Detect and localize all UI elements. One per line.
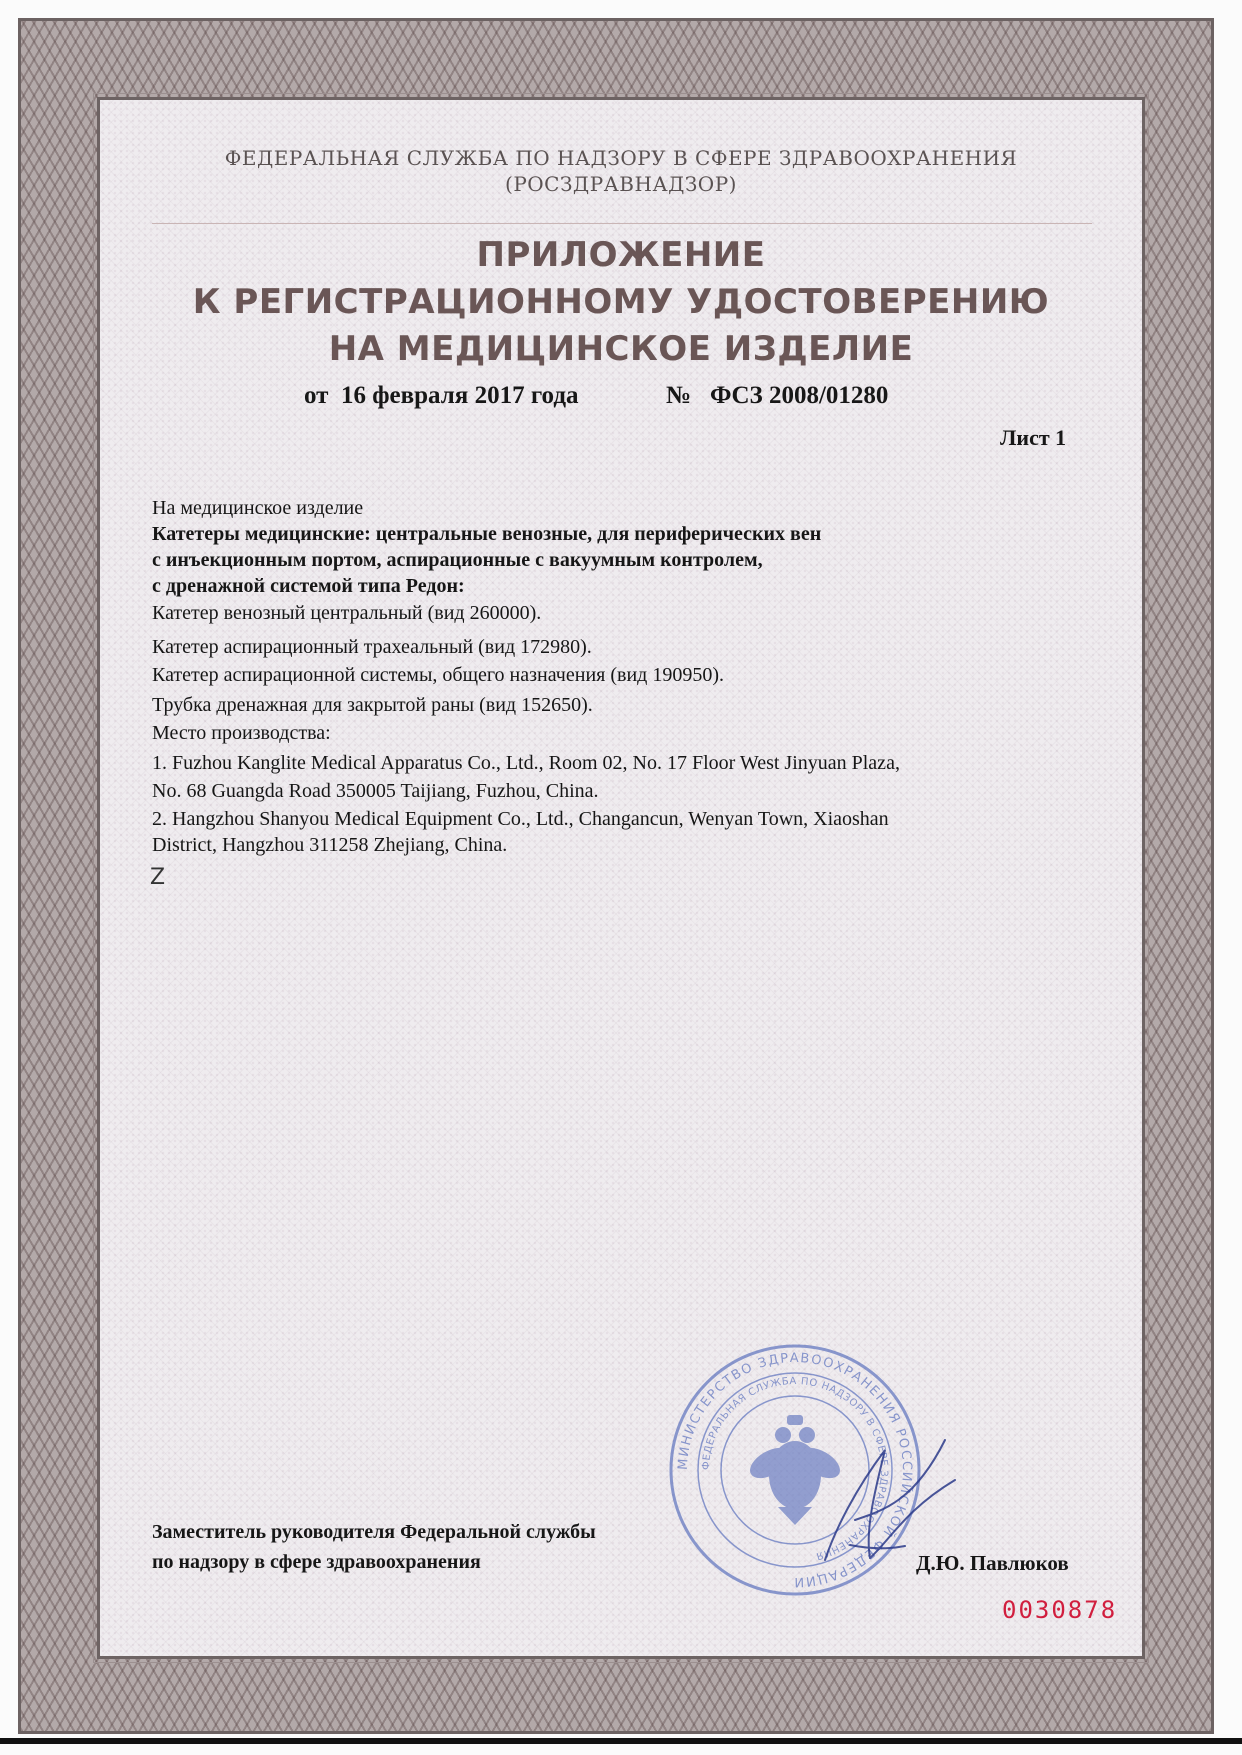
title-line-1: ПРИЛОЖЕНИЕ (476, 235, 766, 275)
serial-number: 0030878 (1002, 1596, 1118, 1624)
product-line: Катетеры медицинские: центральные венозные, для периферических вен (152, 523, 822, 545)
signer-position-line-2: по надзору в сфере здравоохранения (152, 1551, 481, 1573)
product-line: с дренажной системой типа Редон: (152, 575, 465, 597)
production-line: District, Hangzhou 311258 Zhejiang, China. (152, 834, 508, 856)
agency-abbreviation: (РОСЗДРАВНАДЗОР) (505, 172, 737, 196)
stamp-ring-text: МИНИСТЕРСТВО ЗДРАВООХРАНЕНИЯ РОССИЙСКОЙ ФЕДЕРАЦИИ (675, 1350, 915, 1590)
stamp-inner-text: ФЕДЕРАЛЬНАЯ СЛУЖБА ПО НАДЗОРУ В СФЕРЕ ЗДРАВООХРАНЕНИЯ (700, 1375, 890, 1562)
product-line: с инъекционным портом, аспирационные с вакуумным контролем, (152, 549, 763, 571)
product-item: Трубка дренажная для закрытой раны (вид 152650). (152, 694, 593, 716)
sheet-number: Лист 1 (1000, 425, 1067, 450)
product-item: Катетер аспирационный трахеальный (вид 172980). (152, 636, 592, 658)
production-line: No. 68 Guangda Road 350005 Taijiang, Fuzhou, China. (152, 780, 599, 802)
header-divider (152, 223, 1092, 224)
registration-number: ФСЗ 2008/01280 (710, 382, 889, 409)
title-line-2: К РЕГИСТРАЦИОННОМУ УДОСТОВЕРЕНИЮ (192, 282, 1050, 322)
production-label: Место производства: (152, 722, 331, 744)
pen-mark: Z (150, 865, 166, 890)
signer-name: Д.Ю. Павлюков (916, 1551, 1069, 1575)
product-item: Катетер аспирационной системы, общего назначения (вид 190950). (152, 664, 724, 686)
registration-date: 16 февраля 2017 года (341, 382, 579, 409)
production-line: 2. Hangzhou Shanyou Medical Equipment Co., Ltd., Changancun, Wenyan Town, Xiaoshan (152, 808, 889, 830)
number-sign: № (666, 382, 692, 409)
product-item: Катетер венозный центральный (вид 260000). (152, 602, 542, 624)
agency-name: ФЕДЕРАЛЬНАЯ СЛУЖБА ПО НАДЗОРУ В СФЕРЕ ЗДРАВООХРАНЕНИЯ (224, 146, 1018, 170)
intro-text: На медицинское изделие (152, 497, 364, 519)
scan-edge (0, 1738, 1242, 1744)
date-prefix: от (304, 382, 329, 409)
title-line-3: НА МЕДИЦИНСКОЕ ИЗДЕЛИЕ (328, 329, 914, 369)
signer-position-line-1: Заместитель руководителя Федеральной службы (152, 1521, 596, 1543)
production-line: 1. Fuzhou Kanglite Medical Apparatus Co., Ltd., Room 02, No. 17 Floor West Jinyuan Plaza, (152, 752, 900, 774)
